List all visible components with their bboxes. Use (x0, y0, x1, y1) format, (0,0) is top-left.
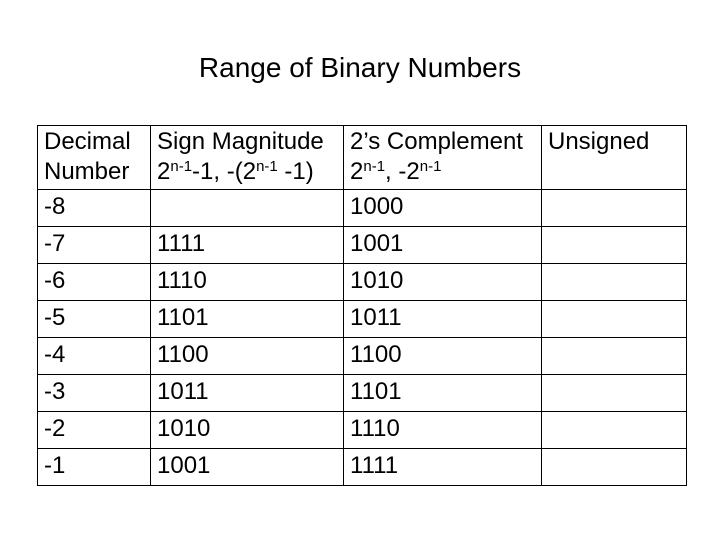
unsigned-cell (542, 301, 687, 338)
sign-magnitude-cell: 1011 (151, 375, 344, 412)
table-row (38, 301, 687, 338)
decimal-cell: -5 (38, 301, 151, 338)
decimal-cell: -7 (38, 227, 151, 264)
unsigned-cell (542, 412, 687, 449)
header-sign-magnitude-range: 2$^{n-1}$-1, -(2$^{n-1}$ -1) (157, 157, 314, 185)
sign-magnitude-cell: 1110 (151, 264, 344, 301)
sign-magnitude-cell: 1001 (151, 449, 344, 486)
decimal-cell: -6 (38, 264, 151, 301)
unsigned-cell (542, 190, 687, 227)
sign-magnitude-cell: 1111 (151, 227, 344, 264)
slide-title: Range of Binary Numbers (198, 52, 522, 83)
twos-complement-cell: 1111 (344, 449, 542, 486)
twos-complement-cell: 1110 (344, 412, 542, 449)
decimal-cell: -2 (38, 412, 151, 449)
header-row (38, 126, 687, 190)
header-twos-complement-label: 2’s Complement (350, 128, 523, 155)
sign-magnitude-cell (151, 190, 344, 227)
twos-complement-cell: 1011 (344, 301, 542, 338)
decimal-cell: -8 (38, 190, 151, 227)
table-row (38, 190, 687, 227)
table-row (38, 338, 687, 375)
sign-magnitude-cell: 1101 (151, 301, 344, 338)
header-decimal-line-1: Decimal (44, 128, 131, 155)
unsigned-cell (542, 264, 687, 301)
header-unsigned-label: Unsigned (548, 128, 650, 155)
unsigned-cell (542, 449, 687, 486)
header-sign-magnitude-label: Sign Magnitude (157, 128, 324, 155)
header-sign-magnitude (151, 126, 344, 190)
table-row (38, 264, 687, 301)
decimal-cell: -1 (38, 449, 151, 486)
twos-complement-cell: 1000 (344, 190, 542, 227)
table-row (38, 375, 687, 412)
decimal-cell: -4 (38, 338, 151, 375)
header-twos-complement-range: 2$^{n-1}$, -2$^{n-1}$ (350, 157, 442, 185)
decimal-cell: -3 (38, 375, 151, 412)
header-decimal-line-2: Number (44, 158, 130, 185)
table-row (38, 227, 687, 264)
binary-range-table (37, 125, 687, 486)
unsigned-cell (542, 375, 687, 412)
twos-complement-cell: 1010 (344, 264, 542, 301)
unsigned-cell (542, 227, 687, 264)
header-decimal (38, 126, 151, 190)
twos-complement-cell: 1101 (344, 375, 542, 412)
header-unsigned (542, 126, 687, 190)
table-row (38, 449, 687, 486)
sign-magnitude-cell: 1100 (151, 338, 344, 375)
table-row (38, 412, 687, 449)
twos-complement-cell: 1100 (344, 338, 542, 375)
sign-magnitude-cell: 1010 (151, 412, 344, 449)
unsigned-cell (542, 338, 687, 375)
header-twos-complement (344, 126, 542, 190)
twos-complement-cell: 1001 (344, 227, 542, 264)
